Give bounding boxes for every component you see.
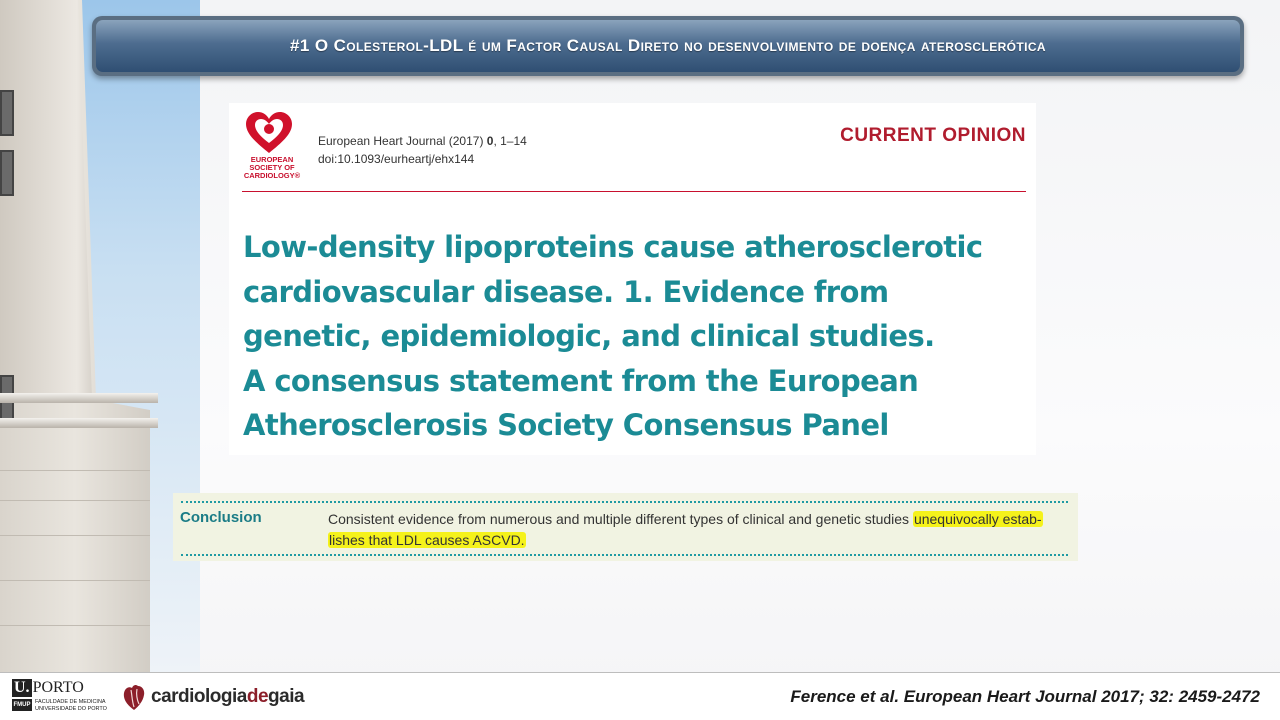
esc-logo: [241, 111, 301, 185]
dotted-divider: [181, 501, 1068, 503]
building-ledge: [0, 393, 158, 403]
slide-title-banner: [92, 16, 1244, 76]
header-divider: [242, 191, 1026, 192]
article-header-clipping: [229, 103, 1036, 455]
building-ledge: [0, 418, 158, 428]
anatomical-heart-icon: [122, 683, 146, 711]
doi: doi:10.1093/eurheartj/ehx144: [318, 152, 475, 166]
fmup-text: [35, 699, 107, 712]
uporto-logo: [12, 679, 112, 715]
conclusion-highlight: lishes that LDL causes ASCVD.: [329, 532, 525, 548]
section-label: CURRENT OPINION: [840, 125, 1026, 146]
gaia-part: gaia: [268, 686, 305, 707]
article-title-line: A consensus statement from the European: [243, 363, 919, 398]
dotted-divider: [181, 554, 1068, 556]
gaia-part: de: [246, 686, 269, 707]
stone-joint: [0, 625, 150, 626]
conclusion-box: [173, 493, 1078, 561]
journal-pages: , 1–14: [493, 134, 527, 148]
stone-joint: [0, 535, 150, 536]
stone-joint: [0, 470, 150, 471]
gaia-part: cardiologia: [151, 686, 247, 707]
cardiologia-de-gaia-text: [151, 686, 304, 708]
conclusion-label: Conclusion: [180, 509, 262, 526]
building-window: [0, 90, 14, 136]
article-title-line: Atherosclerosis Society Consensus Panel: [243, 408, 889, 442]
uporto-wordmark: [12, 679, 84, 697]
conclusion-highlight: unequivocally estab-: [913, 511, 1042, 527]
stone-joint: [0, 580, 150, 581]
footer-bar: [0, 672, 1280, 720]
cardiologia-de-gaia-logo: [122, 681, 304, 713]
stone-joint: [0, 500, 150, 501]
citation: Ference et al. European Heart Journal 2017; 32: 2459-2472: [790, 687, 1260, 706]
journal-reference: [318, 134, 527, 148]
building-window: [0, 150, 14, 196]
uporto-word: PORTO: [32, 679, 84, 696]
slide-title: #1 O Colesterol-LDL é um Factor Causal Direto no desenvolvimento de doença aterosclerótica: [289, 36, 1046, 55]
uporto-u: U.: [14, 679, 30, 696]
esc-logo-label: EUROPEAN SOCIETY OF CARDIOLOGY®: [243, 155, 301, 180]
fmup-badge: FMUP: [12, 699, 32, 711]
slide-title-banner-inner: [96, 20, 1240, 72]
journal-volume: 0: [486, 134, 494, 148]
article-title: [243, 225, 1033, 448]
background-building-photo: [0, 0, 200, 672]
fmup-line: UNIVERSIDADE DO PORTO: [35, 705, 107, 712]
fmup-line: FACULDADE DE MEDICINA: [35, 699, 106, 705]
conclusion-text-plain: Consistent evidence from numerous and multiple different types of clinical and genetic studies: [328, 511, 913, 527]
article-title-line: Low-density lipoproteins cause atherosclerotic: [243, 230, 983, 264]
article-title-line: cardiovascular disease. 1. Evidence from: [243, 274, 889, 309]
heart-icon: [244, 111, 294, 155]
conclusion-text: [328, 509, 1073, 551]
journal-name: European Heart Journal (2017): [318, 134, 484, 148]
article-title-line: genetic, epidemiologic, and clinical studies.: [243, 319, 935, 353]
